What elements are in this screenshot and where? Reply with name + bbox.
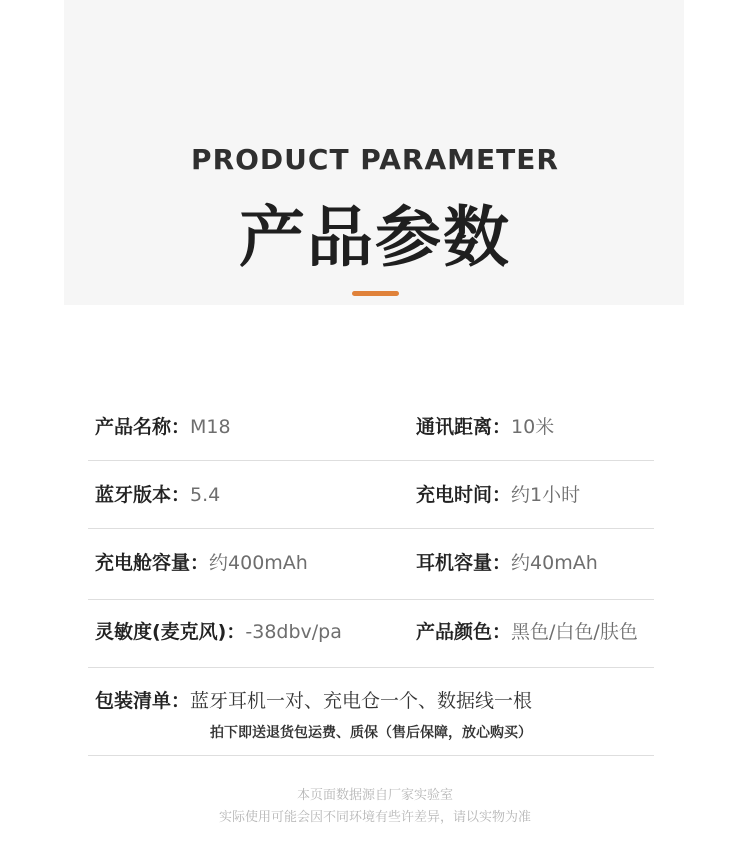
english-title: PRODUCT PARAMETER — [191, 143, 559, 176]
param-value: 约40mAh — [511, 552, 598, 574]
param-row-1 — [88, 412, 654, 461]
param-row-3 — [88, 548, 654, 600]
param-value: 5.4 — [190, 484, 221, 506]
param-label: 蓝牙版本： — [95, 484, 191, 506]
param-value: -38dbv/pa — [245, 621, 342, 643]
title-accent-bar — [352, 291, 399, 296]
param-label: 充电时间： — [416, 484, 512, 506]
param-label: 产品名称： — [95, 416, 191, 438]
param-case-capacity — [95, 548, 308, 578]
param-label: 耳机容量： — [416, 552, 512, 574]
param-distance — [416, 412, 554, 442]
param-charge-time — [416, 480, 580, 510]
package-row — [88, 686, 654, 756]
param-color — [416, 617, 638, 647]
package-label: 包装清单： — [95, 690, 191, 712]
package-value: 蓝牙耳机一对、充电仓一个、数据线一根 — [190, 690, 533, 712]
param-sensitivity — [95, 617, 342, 647]
param-value: 黑色/白色/肤色 — [511, 621, 638, 643]
param-bluetooth — [95, 480, 220, 510]
chinese-title: 产品参数 — [239, 199, 511, 276]
param-label: 充电舱容量： — [95, 552, 210, 574]
param-earphone-capacity — [416, 548, 598, 578]
param-value: 10米 — [511, 416, 555, 438]
param-label: 灵敏度(麦克风)： — [95, 621, 246, 643]
param-row-4 — [88, 617, 654, 668]
param-value: 约400mAh — [209, 552, 308, 574]
param-row-2 — [88, 480, 654, 529]
param-label: 产品颜色： — [416, 621, 512, 643]
package-list — [95, 686, 532, 716]
package-note: 拍下即送退货包运费、质保（售后保障，放心购买） — [210, 725, 532, 741]
param-name — [95, 412, 231, 442]
param-label: 通讯距离： — [416, 416, 512, 438]
param-value: M18 — [190, 416, 231, 438]
param-value: 约1小时 — [511, 484, 581, 506]
footer-line-2: 实际使用可能会因不同环境有些许差异，请以实物为准 — [218, 810, 531, 825]
footer-line-1: 本页面数据源自厂家实验室 — [296, 788, 453, 803]
